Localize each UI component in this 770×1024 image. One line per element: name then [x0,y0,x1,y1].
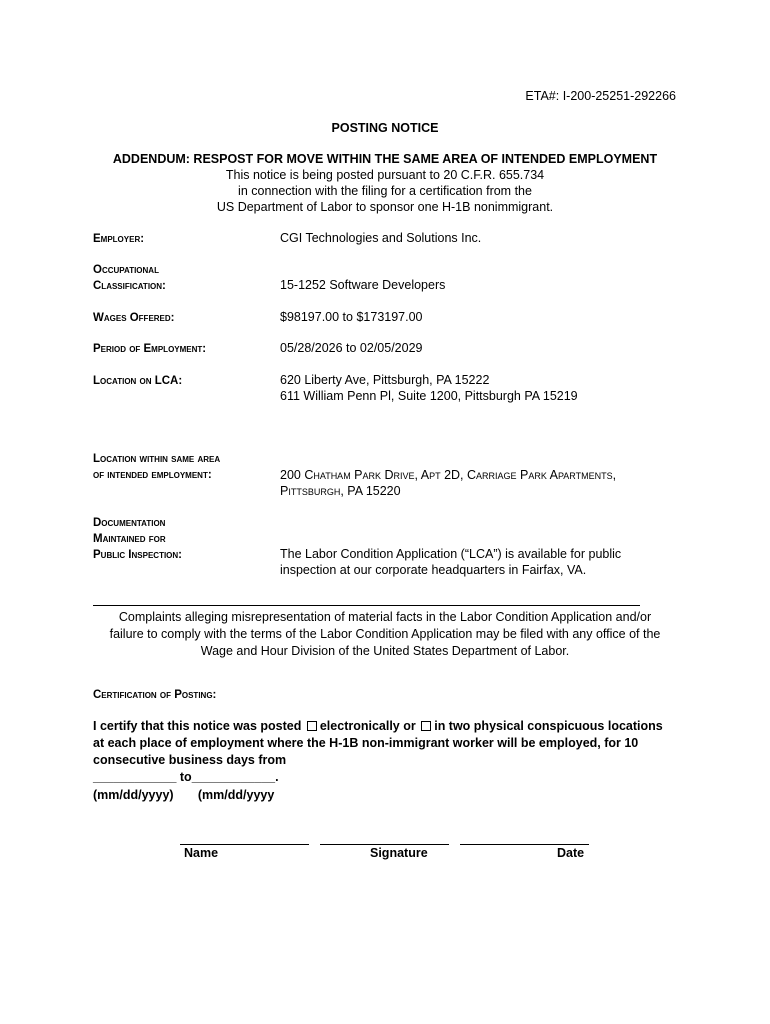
employer-value: CGI Technologies and Solutions Inc. [280,231,482,245]
complaints-line-2: failure to comply with the terms of the Labor Condition Application may be filed with any office of the [109,627,661,641]
signature-label: Signature [370,846,428,860]
electronic-checkbox[interactable] [307,721,317,731]
certification-heading: Certification of Posting: [93,689,217,701]
location-within-label [93,451,220,483]
certification-line-2: at each place of employment where the H-1B non-immigrant worker will be employed, for 10 [93,736,639,750]
date-label: Date [557,846,585,860]
period-label: Period of Employment: [93,343,207,355]
complaints-line-1: Complaints alleging misrepresentation of material facts in the Labor Condition Application and/or [118,610,652,624]
documentation-value [280,546,621,578]
documentation-label [93,515,182,563]
wages-value: $98197.00 to $173197.00 [280,310,423,324]
documentation-label-line-1: Documentation [93,517,166,529]
name-label: Name [184,846,219,860]
occupation-label [93,262,166,294]
location-within-line-1: 200 Chatham Park Drive, Apt 2D, Carriage Park Apartments, [280,468,617,482]
intro-line-1: This notice is being posted pursuant to 20 C.F.R. 655.734 [225,168,545,182]
location-within-line-2: Pittsburgh, PA 15220 [280,484,401,498]
documentation-label-line-3: Public Inspection: [93,549,183,561]
location-lca-line-2: 611 William Penn Pl, Suite 1200, Pittsburgh PA 15219 [280,389,578,403]
location-lca-value [280,372,578,404]
certification-text-b: electronically or [319,719,416,733]
location-within-label-line-2: of intended employment: [93,469,212,481]
complaints-line-3: Wage and Hour Division of the United States Department of Labor. [200,644,570,658]
documentation-line-1: The Labor Condition Application (“LCA”) is available for public [280,547,622,561]
certification-line-3: consecutive business days from [93,753,287,767]
eta-number: ETA#: I-200-25251-292266 [525,89,676,103]
occupation-label-line-2: Classification: [93,280,166,292]
addendum-title: ADDENDUM: RESPOST FOR MOVE WITHIN THE SAME AREA OF INTENDED EMPLOYMENT [112,152,658,166]
certification-text-a: I certify that this notice was posted [93,719,302,733]
certification-text-c: in two physical conspicuous locations [434,719,663,733]
location-lca-label: Location on LCA: [93,375,183,387]
documentation-label-line-2: Maintained for [93,533,166,545]
intro-line-3: US Department of Labor to sponsor one H-1B nonimmigrant. [216,200,554,214]
date-format-hint: (mm/dd/yyyy) (mm/dd/yyyy [93,788,275,802]
physical-checkbox[interactable] [421,721,431,731]
employer-label: Employer: [93,233,145,245]
divider-line [93,605,640,606]
wages-label: Wages Offered: [93,312,175,324]
date-line[interactable] [460,844,589,845]
occupation-label-line-1: Occupational [93,264,159,276]
occupation-value: 15-1252 Software Developers [280,278,446,292]
certification-statement [93,718,677,804]
intro-line-2: in connection with the filing for a certification from the [238,184,532,198]
signature-line[interactable] [320,844,449,845]
documentation-line-2: inspection at our corporate headquarters in Fairfax, VA. [280,563,587,577]
location-within-label-line-1: Location within same area [93,453,221,465]
complaints-text [0,609,770,660]
location-within-value [280,467,616,499]
period-value: 05/28/2026 to 02/05/2029 [280,341,423,355]
location-lca-line-1: 620 Liberty Ave, Pittsburgh, PA 15222 [280,373,490,387]
name-line[interactable] [180,844,309,845]
page-title: POSTING NOTICE [331,121,439,135]
certification-line-1 [93,718,677,735]
date-range-line[interactable]: ____________ to____________. [93,770,279,784]
intro-text [0,167,770,215]
